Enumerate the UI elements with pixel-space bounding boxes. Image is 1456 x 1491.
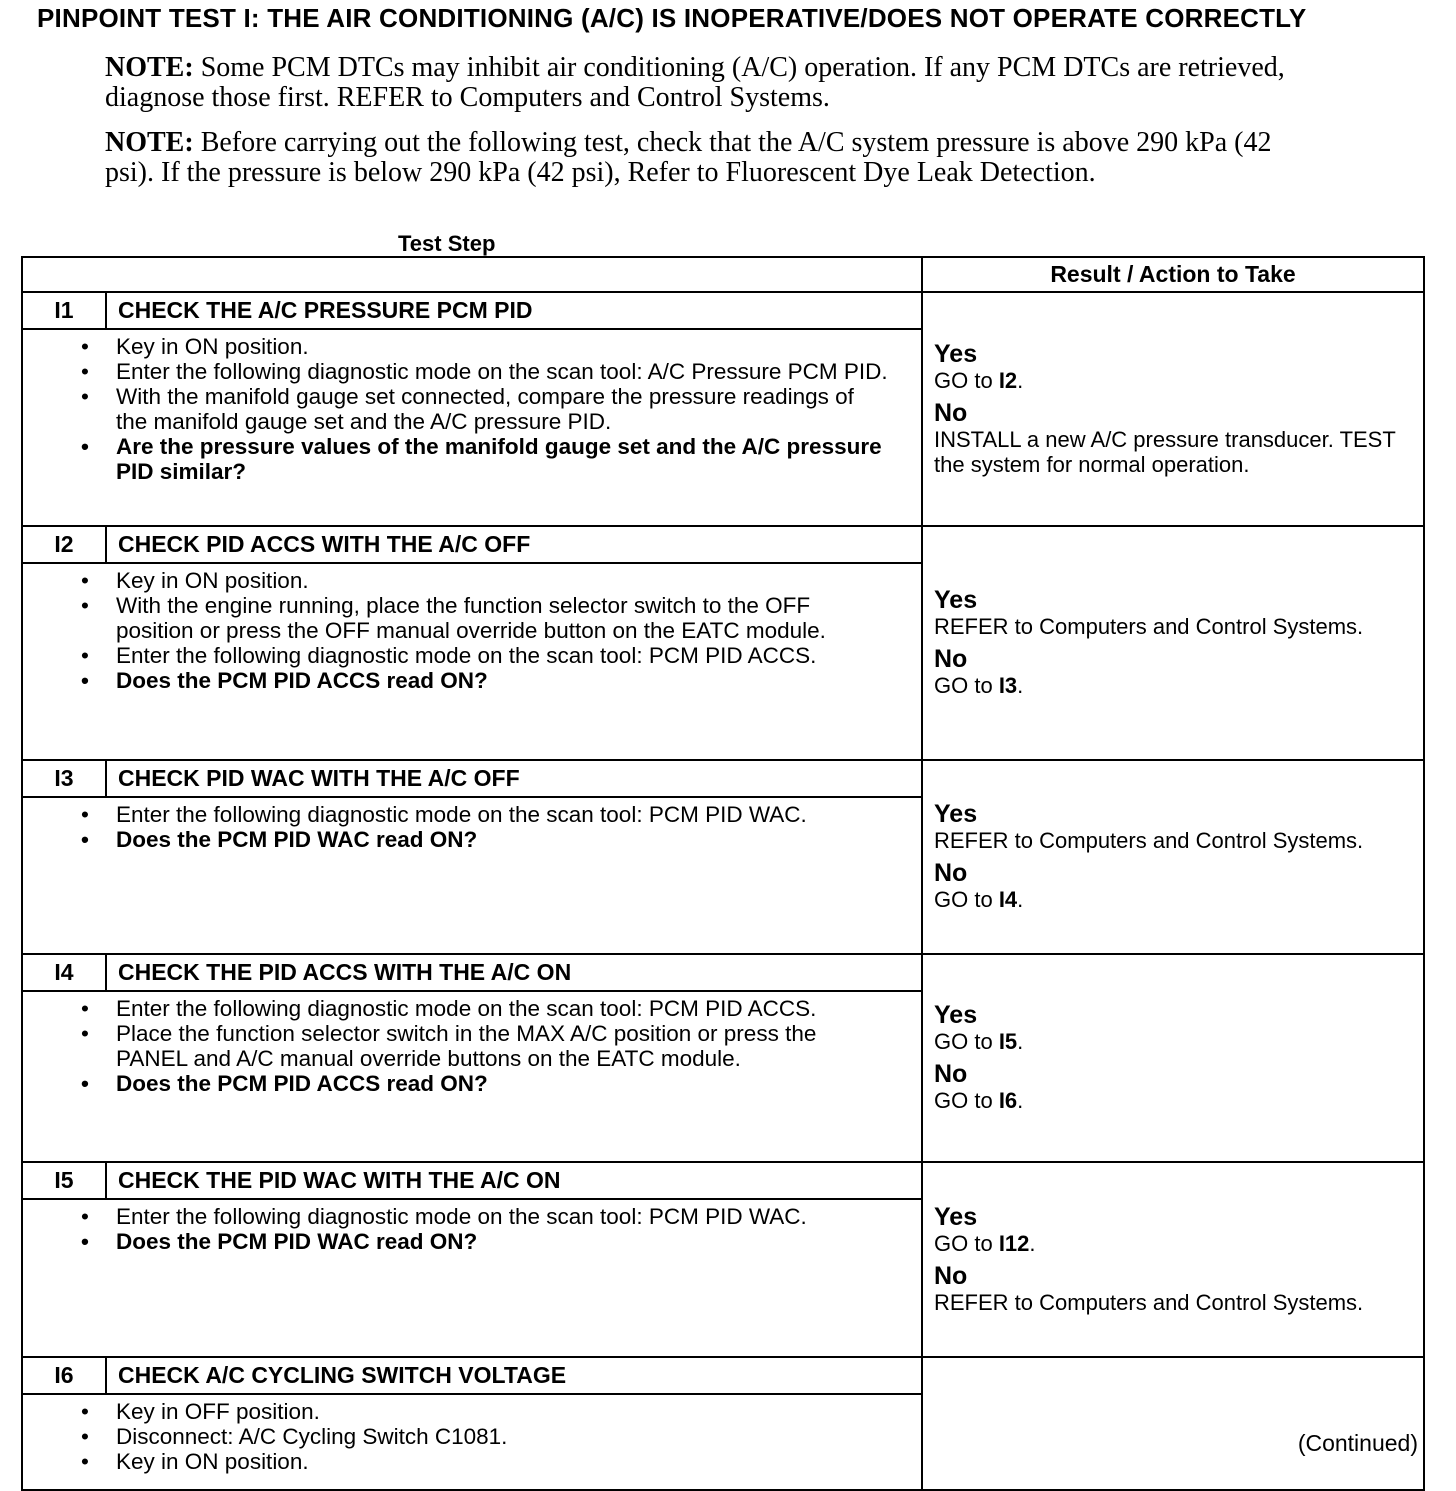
action-list (63, 568, 891, 693)
note-label: NOTE: (105, 127, 194, 158)
note-2 (105, 128, 1285, 188)
step-id: I6 (22, 1357, 106, 1394)
no-label: No (934, 1060, 968, 1088)
yes-target: I12 (998, 1230, 1030, 1256)
yes-action (934, 1231, 1415, 1256)
no-label: No (934, 645, 968, 673)
step-title: CHECK THE PID WAC WITH THE A/C ON (106, 1162, 922, 1199)
yes-suffix: . (1017, 1029, 1024, 1054)
step-result (922, 1162, 1424, 1357)
no-suffix: . (1017, 1088, 1024, 1113)
no-action (934, 673, 1415, 698)
page-title: PINPOINT TEST I: THE AIR CONDITIONING (A/C) IS INOPERATIVE/DOES NOT OPERATE CORRECTLY (37, 3, 1307, 33)
step-title-row (22, 292, 1424, 329)
step-id: I2 (22, 526, 106, 563)
step-title-row (22, 760, 1424, 797)
step-question: • Does the PCM PID WAC read ON? (63, 1229, 891, 1254)
step-title: CHECK THE PID ACCS WITH THE A/C ON (106, 954, 922, 991)
step-action: • Key in ON position. (63, 568, 891, 593)
pinpoint-test-table (21, 256, 1425, 1491)
no-label: No (934, 859, 968, 887)
step-title-row (22, 1162, 1424, 1199)
step-action: • Enter the following diagnostic mode on the scan tool: PCM PID WAC. (63, 1204, 891, 1229)
step-action: • With the engine running, place the function selector switch to the OFF position or press the OFF manual override button on the EATC module. (63, 593, 891, 643)
test-step-label: Test Step (398, 231, 496, 256)
no-action (934, 1088, 1415, 1113)
yes-action (934, 828, 1415, 853)
note-1 (105, 53, 1325, 113)
no-target: I3 (998, 673, 1018, 698)
step-id: I1 (22, 292, 106, 329)
no-target: I4 (998, 887, 1018, 912)
step-title-row (22, 954, 1424, 991)
yes-label: Yes (934, 1001, 978, 1029)
no-action (934, 887, 1415, 912)
yes-action-text: GO to (934, 367, 993, 393)
note-text: Before carrying out the following test, check that the A/C system pressure is above 290 kPa (42 psi). If the pressure is below 290 kPa (42 psi), Refer to Fluorescent Dye Leak Detection. (105, 127, 1272, 188)
step-title-row (22, 1357, 1424, 1394)
yes-suffix: . (1029, 1230, 1036, 1256)
step-id: I4 (22, 954, 106, 991)
yes-action-text: REFER to Computers and Control Systems. (934, 828, 1364, 853)
step-body (22, 1394, 922, 1490)
step-title: CHECK PID ACCS WITH THE A/C OFF (106, 526, 922, 563)
result-header: Result / Action to Take (922, 257, 1424, 292)
yes-action (934, 614, 1415, 639)
step-body (22, 1199, 922, 1357)
no-action-text: GO to (934, 887, 993, 912)
note-text: Some PCM DTCs may inhibit air conditioning (A/C) operation. If any PCM DTCs are retrieved, diagnose those first. REFER to Computers and Control Systems. (105, 52, 1285, 113)
no-action-text: GO to (934, 1088, 993, 1113)
step-body (22, 797, 922, 954)
table-header-row (22, 257, 1424, 292)
step-title: CHECK PID WAC WITH THE A/C OFF (106, 760, 922, 797)
no-suffix: . (1017, 887, 1024, 912)
yes-label: Yes (934, 339, 978, 368)
yes-action-text: GO to (934, 1029, 993, 1054)
no-label: No (934, 398, 968, 427)
no-action-text: INSTALL a new A/C pressure transducer. TEST the system for normal operation. (934, 426, 1396, 477)
yes-action-text: GO to (934, 1230, 993, 1256)
action-list (63, 334, 891, 484)
step-result (922, 1357, 1424, 1490)
step-result (922, 760, 1424, 954)
no-label: No (934, 1261, 968, 1290)
no-suffix: . (1017, 673, 1024, 698)
continued-label: (Continued) (1297, 1430, 1418, 1456)
note-label: NOTE: (105, 52, 194, 83)
step-result (922, 526, 1424, 760)
no-action (934, 1290, 1415, 1315)
step-action: • With the manifold gauge set connected, compare the pressure readings of the manifold gauge set and the A/C pressure PID. (63, 384, 891, 434)
step-id: I3 (22, 760, 106, 797)
step-body (22, 329, 922, 526)
yes-target: I5 (998, 1029, 1018, 1054)
no-action-text: GO to (934, 673, 993, 698)
yes-action-text: REFER to Computers and Control Systems. (934, 614, 1364, 639)
yes-label: Yes (934, 1202, 978, 1231)
step-action: • Key in OFF position. (63, 1399, 891, 1424)
action-list (63, 802, 891, 852)
step-action: • Enter the following diagnostic mode on the scan tool: PCM PID WAC. (63, 802, 891, 827)
step-action: • Key in ON position. (63, 1449, 891, 1474)
no-target: I6 (998, 1088, 1018, 1113)
step-action: • Disconnect: A/C Cycling Switch C1081. (63, 1424, 891, 1449)
action-list (63, 1399, 891, 1474)
step-result (922, 292, 1424, 526)
no-action-text: REFER to Computers and Control Systems. (934, 1289, 1364, 1315)
step-body (22, 563, 922, 760)
step-action: • Enter the following diagnostic mode on the scan tool: PCM PID ACCS. (63, 643, 891, 668)
step-question: • Does the PCM PID WAC read ON? (63, 827, 891, 852)
yes-target: I2 (998, 367, 1018, 393)
step-action: • Place the function selector switch in the MAX A/C position or press the PANEL and A/C manual override buttons on the EATC module. (63, 1021, 891, 1071)
step-id: I5 (22, 1162, 106, 1199)
step-body (22, 991, 922, 1162)
no-action (934, 427, 1415, 477)
yes-action (934, 1029, 1415, 1054)
yes-label: Yes (934, 586, 978, 614)
action-list (63, 996, 891, 1096)
step-title: CHECK A/C CYCLING SWITCH VOLTAGE (106, 1357, 922, 1394)
test-step-header-cell (22, 257, 922, 292)
step-result (922, 954, 1424, 1162)
step-title: CHECK THE A/C PRESSURE PCM PID (106, 292, 922, 329)
yes-action (934, 368, 1415, 393)
step-question: • Does the PCM PID ACCS read ON? (63, 668, 891, 693)
yes-label: Yes (934, 800, 978, 828)
action-list (63, 1204, 891, 1254)
step-action: • Key in ON position. (63, 334, 891, 359)
step-question: • Does the PCM PID ACCS read ON? (63, 1071, 891, 1096)
step-title-row (22, 526, 1424, 563)
step-action: • Enter the following diagnostic mode on the scan tool: PCM PID ACCS. (63, 996, 891, 1021)
step-question: • Are the pressure values of the manifold gauge set and the A/C pressure PID similar? (63, 434, 891, 484)
step-action: • Enter the following diagnostic mode on the scan tool: A/C Pressure PCM PID. (63, 359, 891, 384)
yes-suffix: . (1017, 367, 1024, 393)
